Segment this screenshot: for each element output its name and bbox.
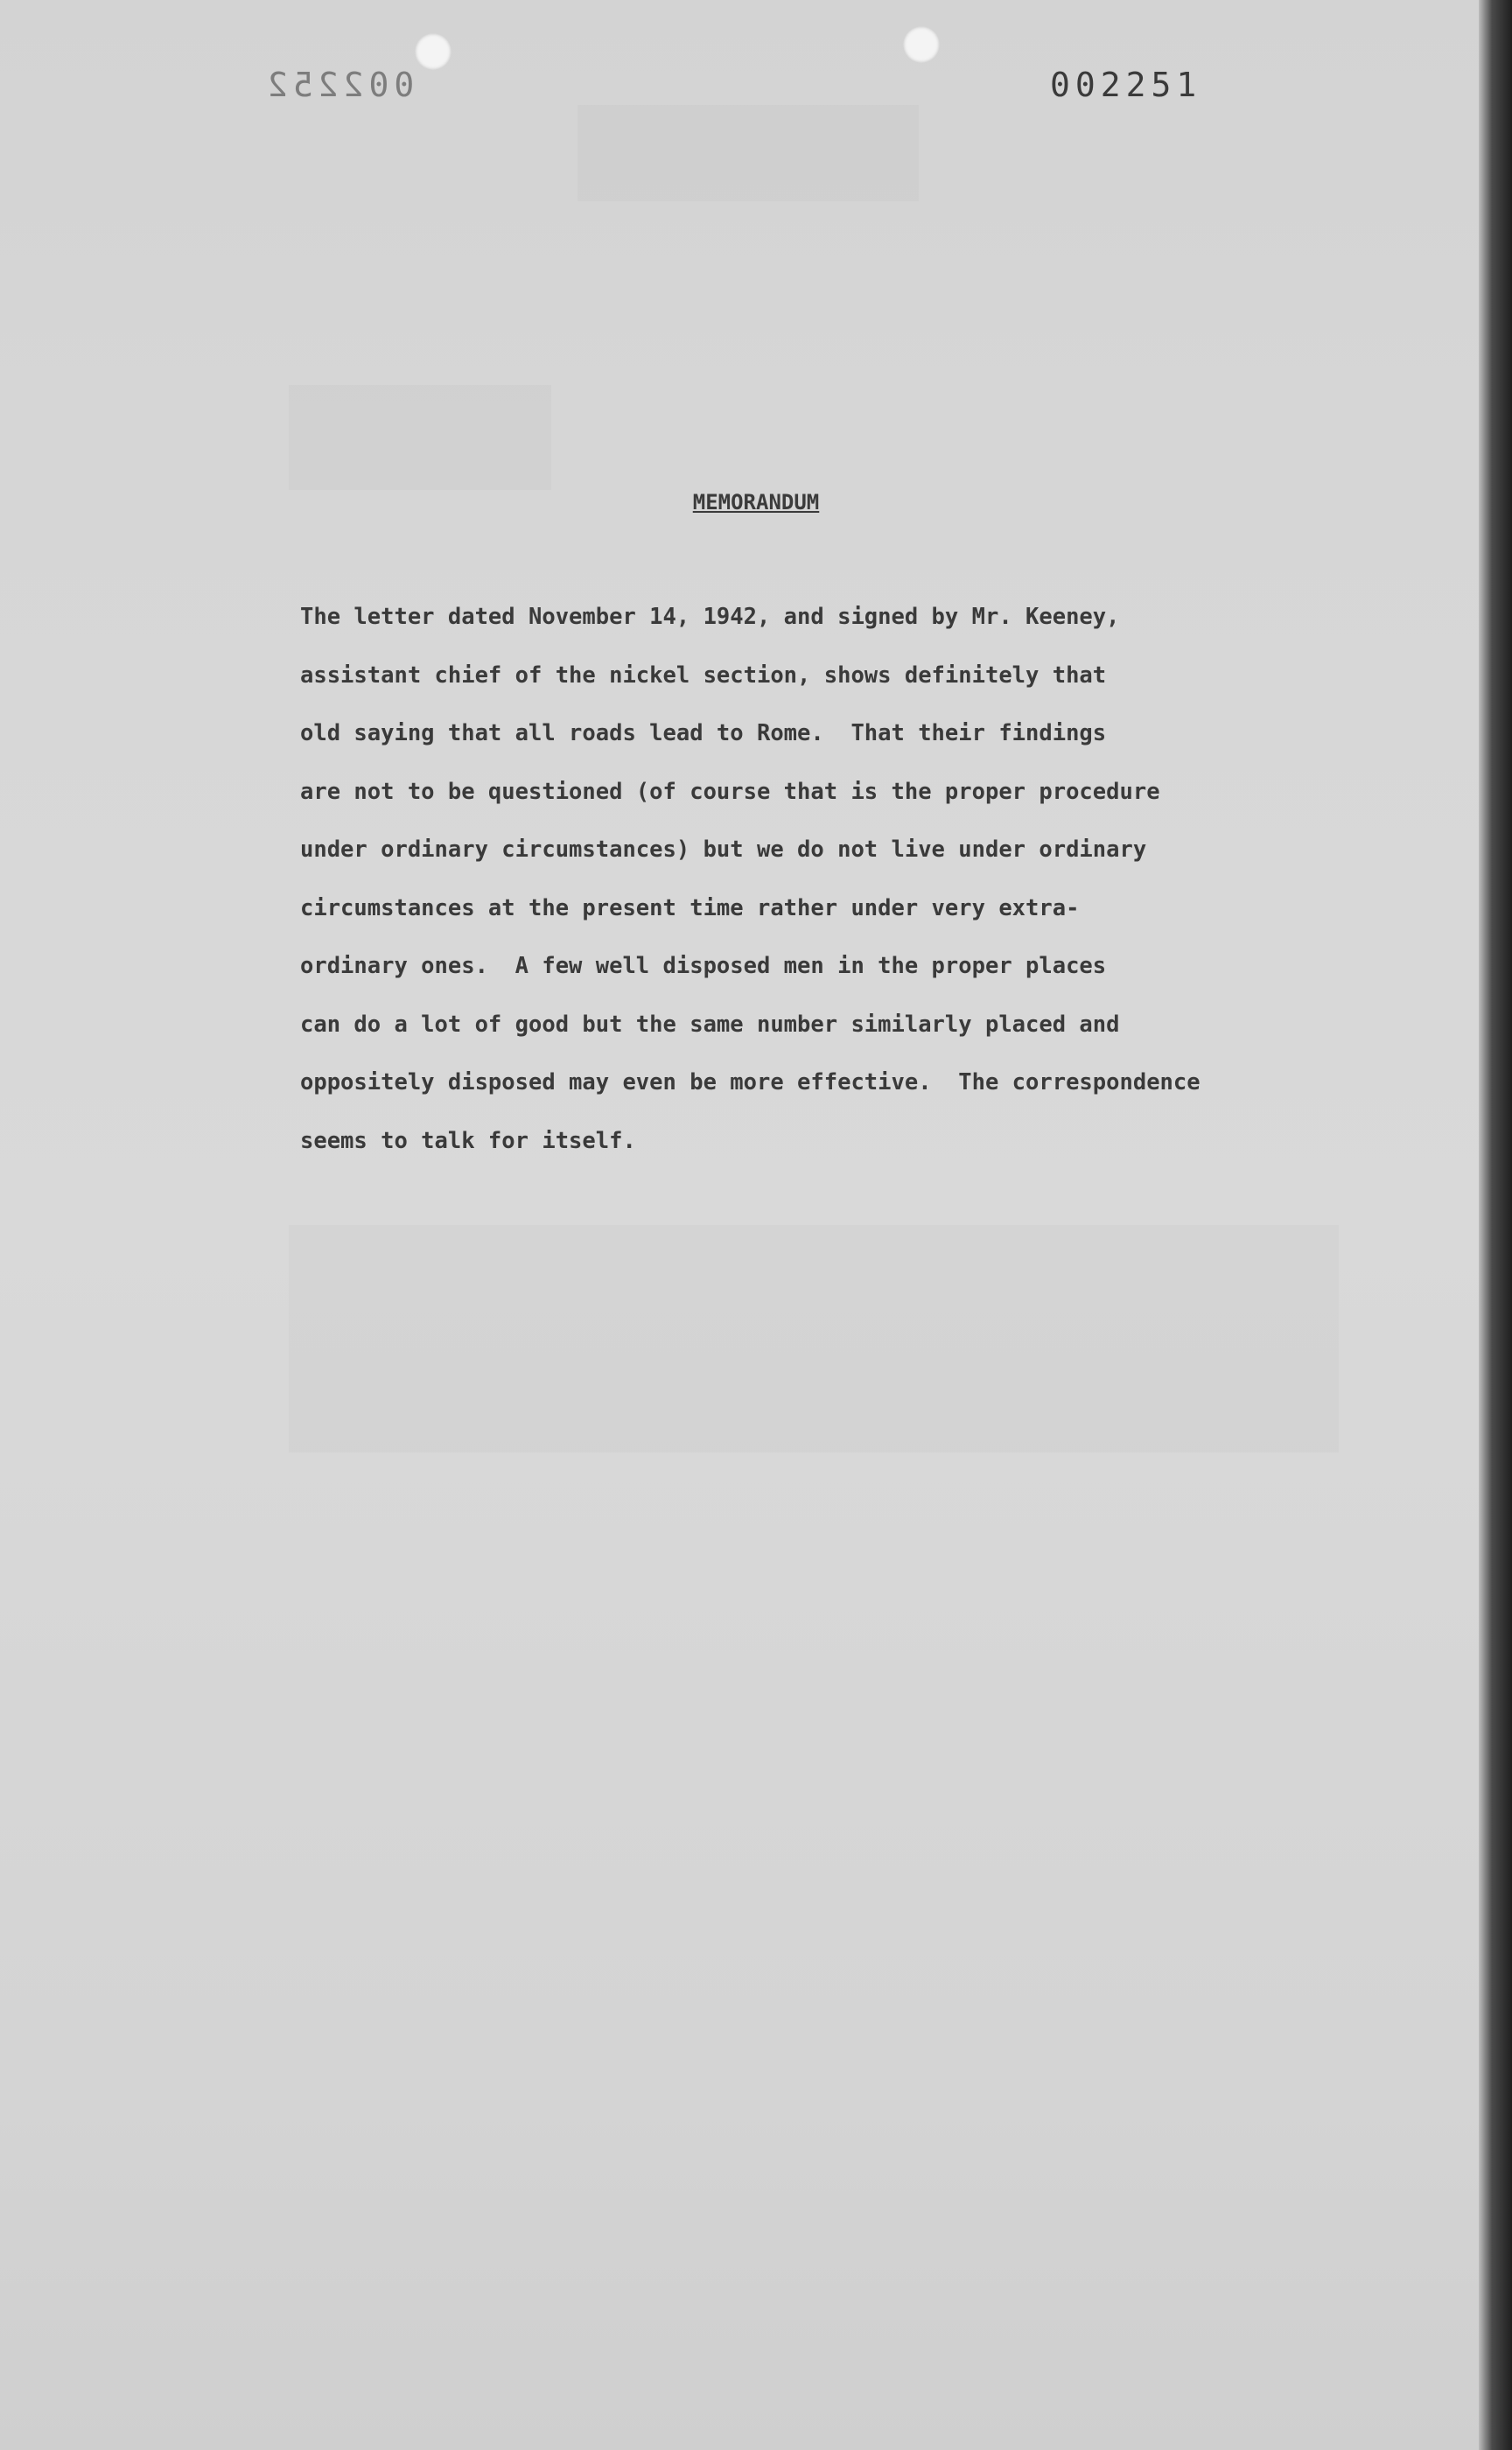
memo-line: ordinary ones. A few well disposed men in the proper places (300, 953, 1107, 979)
mirrored-document-number: 002252 (262, 66, 415, 104)
memo-line: under ordinary circumstances) but we do not live under ordinary (300, 836, 1147, 863)
memo-line: circumstances at the present time rather under very extra- (300, 894, 1080, 921)
memo-line: can do a lot of good but the same number similarly placed and (300, 1011, 1120, 1038)
memo-body (300, 588, 1333, 1170)
bleed-through-mark (289, 385, 551, 490)
memo-line: are not to be questioned (of course that is the proper procedure (300, 778, 1160, 805)
bleed-through-mark (289, 1225, 1339, 1452)
punch-hole-right (903, 26, 940, 63)
memo-line: seems to talk for itself. (300, 1127, 636, 1154)
memo-title: MEMORANDUM (692, 490, 820, 514)
scan-edge-shadow (1479, 0, 1512, 2450)
punch-hole-left (415, 33, 452, 70)
memo-line: The letter dated November 14, 1942, and signed by Mr. Keeney, (300, 604, 1120, 630)
memo-line: old saying that all roads lead to Rome. That their findings (300, 720, 1107, 746)
memo-line: oppositely disposed may even be more effective. The correspondence (300, 1069, 1200, 1096)
memo-line: assistant chief of the nickel section, shows definitely that (300, 662, 1107, 689)
bleed-through-mark (578, 105, 919, 201)
document-number: 002251 (1050, 66, 1202, 104)
